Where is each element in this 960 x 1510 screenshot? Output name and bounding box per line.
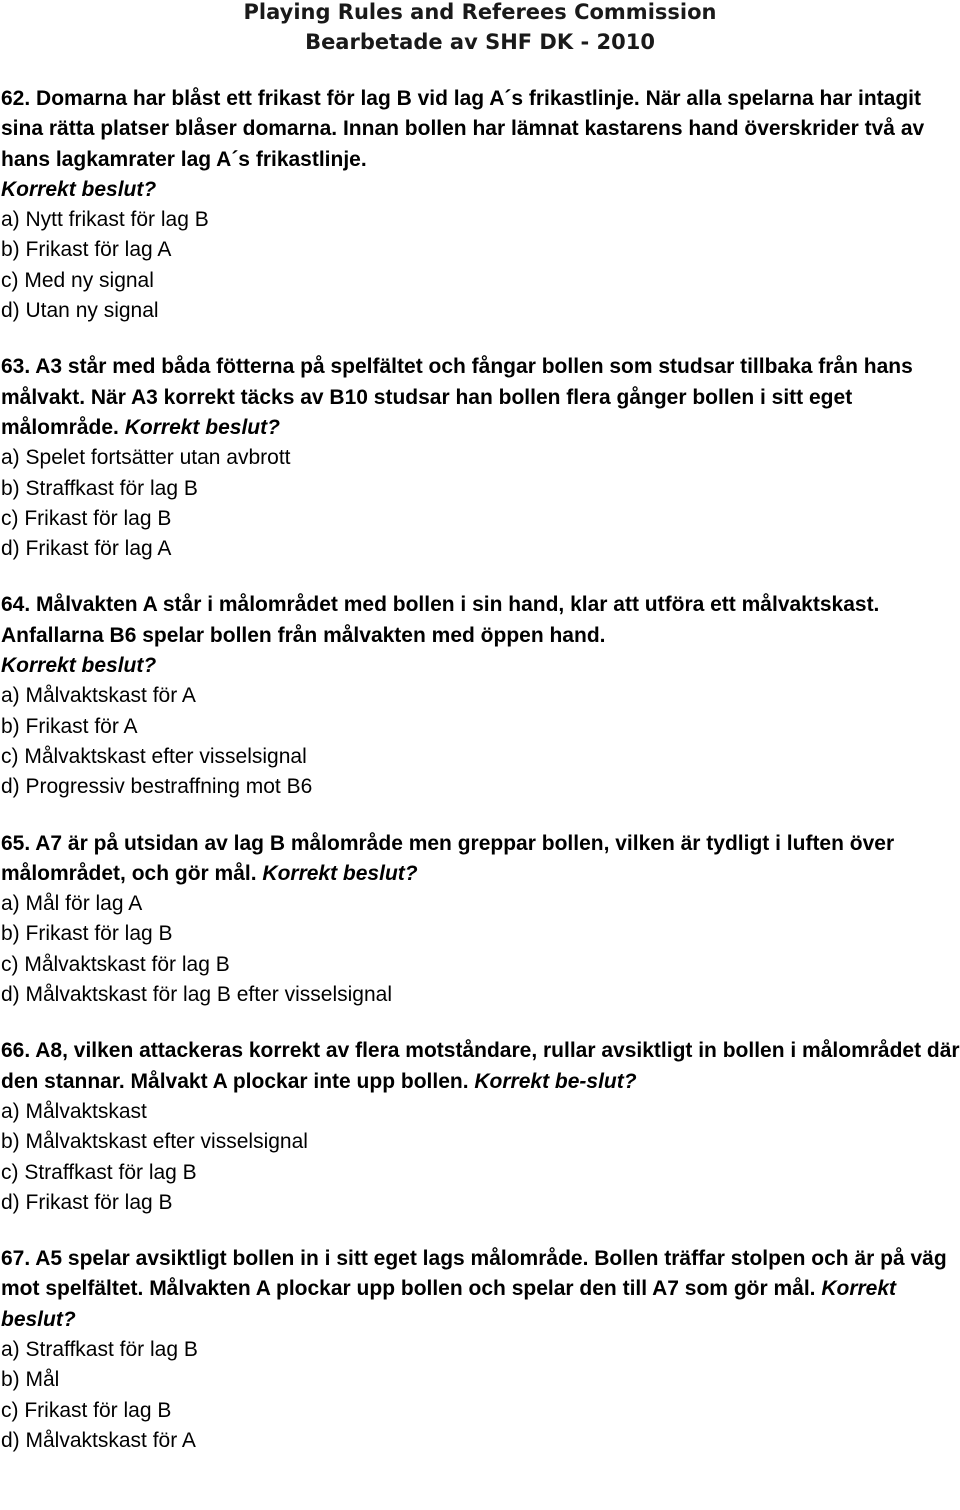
answer-option-a: a) Spelet fortsätter utan avbrott	[1, 446, 291, 470]
answer-option-d: d) Progressiv bestraffning mot B6	[1, 775, 313, 799]
answer-option-c: c) Målvaktskast efter visselsignal	[1, 744, 307, 768]
question-prompt: Korrekt beslut?	[262, 861, 418, 885]
answer-option-b: b) Målvaktskast efter visselsignal	[1, 1130, 308, 1154]
question-text: 67. A5 spelar avsiktligt bollen in i sitt eget lags målområde. Bollen träffar stolpen och är på väg mot spelfältet. Målvakten A plockar upp bollen och spelar den till A7 som gör mål. Korrekt beslut?	[1, 1247, 947, 1331]
answer-option-c: c) Frikast för lag B	[1, 506, 172, 530]
question-prompt: Korrekt beslut?	[1, 1277, 897, 1331]
answer-option-b: b) Straffkast för lag B	[1, 476, 198, 500]
answer-option-b: b) Frikast för A	[1, 714, 138, 738]
question-63	[0, 352, 960, 564]
question-65	[0, 829, 960, 1011]
question-list	[0, 84, 960, 1482]
header-subtitle: Bearbetade av SHF DK - 2010	[305, 30, 655, 54]
header-title: Playing Rules and Referees Commission	[243, 0, 717, 24]
answer-option-d: d) Utan ny signal	[1, 299, 159, 323]
question-64	[0, 590, 960, 802]
answer-option-a: a) Nytt frikast för lag B	[1, 208, 209, 232]
question-text: 62. Domarna har blåst ett frikast för lag B vid lag A´s frikastlinje. När alla spelarna har intagit sina rätta platser blåser domarna. Innan bollen har lämnat kastarens hand överskrider två av hans lagkamrater lag A´s frikastlinje. Korrekt beslut?	[1, 87, 925, 201]
question-text: 65. A7 är på utsidan av lag B målområde men greppar bollen, vilken är tydligt i luften över målområdet, och gör mål. Korrekt beslut?	[1, 831, 895, 885]
answer-option-c: c) Frikast för lag B	[1, 1398, 172, 1422]
answer-option-c: c) Straffkast för lag B	[1, 1160, 197, 1184]
question-prompt: Korrekt beslut?	[124, 415, 280, 439]
question-text: 66. A8, vilken attackeras korrekt av flera motståndare, rullar avsiktligt in bollen i målområdet där den stannar. Målvakt A plockar inte upp bollen. Korrekt be-slut?	[1, 1039, 960, 1093]
question-text: 63. A3 står med båda fötterna på spelfältet och fångar bollen som studsar tillbaka från hans målvakt. När A3 korrekt täcks av B10 studsar han bollen flera gånger bollen i sitt eget målområde. Korrekt beslut?	[1, 355, 913, 439]
question-67	[0, 1244, 960, 1456]
answer-option-a: a) Målvaktskast för A	[1, 684, 196, 708]
answer-option-a: a) Mål för lag A	[1, 892, 143, 916]
answer-option-d: d) Frikast för lag B	[1, 1190, 173, 1214]
question-62	[0, 84, 960, 326]
answer-option-b: b) Frikast för lag A	[1, 238, 172, 262]
question-text: 64. Målvakten A står i målområdet med bollen i sin hand, klar att utföra ett målvaktskast. Anfallarna B6 spelar bollen från målvakten med öppen hand. Korrekt beslut?	[1, 593, 880, 678]
answer-option-b: b) Mål	[1, 1368, 60, 1392]
question-prompt: Korrekt be-slut?	[474, 1069, 637, 1093]
question-prompt: Korrekt beslut?	[1, 654, 157, 678]
answer-option-b: b) Frikast för lag B	[1, 922, 173, 946]
answer-option-c: c) Med ny signal	[1, 268, 154, 292]
answer-option-c: c) Målvaktskast för lag B	[1, 952, 230, 976]
question-66	[0, 1036, 960, 1218]
answer-option-d: d) Målvaktskast för A	[1, 1428, 196, 1452]
answer-option-a: a) Straffkast för lag B	[1, 1337, 198, 1361]
answer-option-d: d) Målvaktskast för lag B efter visselsignal	[1, 983, 392, 1007]
answer-option-d: d) Frikast för lag A	[1, 537, 172, 561]
question-prompt: Korrekt beslut?	[1, 177, 157, 201]
answer-option-a: a) Målvaktskast	[1, 1099, 147, 1123]
